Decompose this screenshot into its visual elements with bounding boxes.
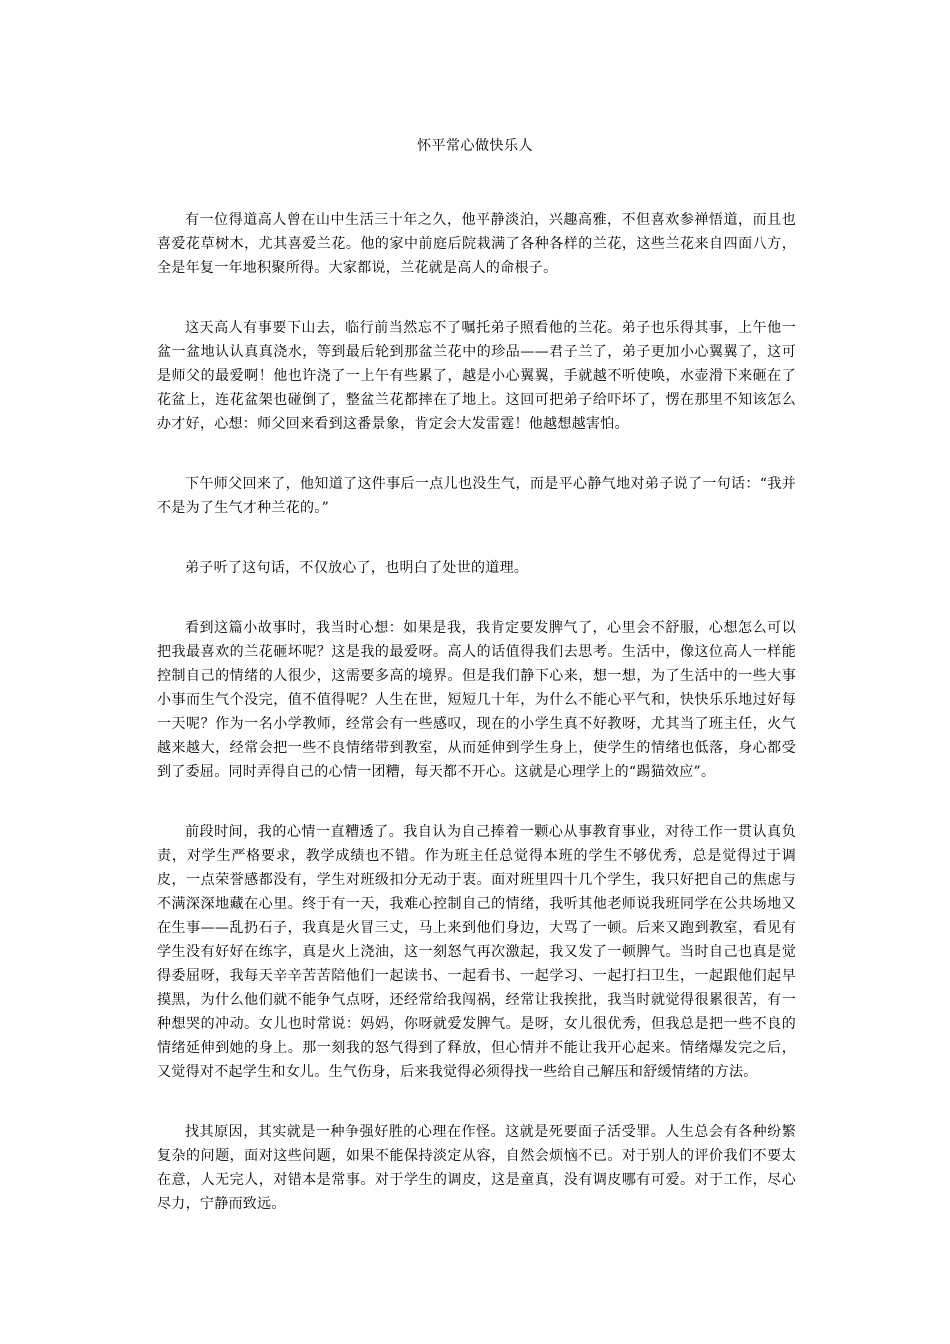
paragraph-6: 前段时间，我的心情一直糟透了。我自认为自己捧着一颗心从事教育事业，对待工作一贯认真负责，对学生严格要求，教学成绩也不错。作为班主任总觉得本班的学生不够优秀，总是觉得过于调皮，一点荣誉感都没有，学生对班级扣分无动于衷。面对班里四十几个学生，我只好把自己的焦虑与不满深深地藏在心里。终于有一天，我难心控制自己的情绪，我听其他老师说我班同学在公共场地又在生事——乱扔石子，我真是火冒三丈，马上来到他们身边，大骂了一顿。后来又跑到教室，看见有学生没有好好在练字，真是火上浇油，这一刻怒气再次激起，我又发了一顿脾气。当时自己也真是觉得委屈呀，我每天辛辛苦苦陪他们一起读书、一起看书、一起学习、一起打扫卫生，一起跟他们起早摸黑，为什么他们就不能争气点呀，还经常给我闯祸，经常让我挨批，我当时就觉得很累很苦，有一种想哭的冲动。女儿也时常说：妈妈，你呀就爱发脾气。是呀，女儿很优秀，但我总是把一些不良的情绪延伸到她的身上。那一刻我的怒气得到了释放，但心情并不能让我开心起来。情绪爆发完之后，又觉得对不起学生和女儿。生气伤身，后来我觉得必须得找一些给自己解压和舒缓情绪的方法。 (157, 824, 796, 1080)
paragraph-1: 有一位得道高人曾在山中生活三十年之久，他平静淡泊，兴趣高雅，不但喜欢参禅悟道，而且也喜爱花草树木，尤其喜爱兰花。他的家中前庭后院栽满了各种各样的兰花，这些兰花来自四面八方，全是年复一年地积聚所得。大家都说，兰花就是高人的命根子。 (157, 212, 796, 276)
document-body (157, 208, 796, 1252)
paragraph-2: 这天高人有事要下山去，临行前当然忘不了嘱托弟子照看他的兰花。弟子也乐得其事，上午他一盆一盆地认认真真浇水，等到最后轮到那盆兰花中的珍品——君子兰了，弟子更加小心翼翼了，这可是师父的最爱啊！他也许浇了一上午有些累了，越是小心翼翼，手就越不听使唤，水壶滑下来砸在了花盆上，连花盆架也碰倒了，整盆兰花都摔在了地上。这回可把弟子给吓坏了，愣在那里不知该怎么办才好，心想：师父回来看到这番景象，肯定会大发雷霆！他越想越害怕。 (157, 320, 796, 432)
paragraph-5: 看到这篇小故事时，我当时心想：如果是我，我肯定要发脾气了，心里会不舒服，心想怎么可以把我最喜欢的兰花砸坏呢？这是我的最爱呀。高人的话值得我们去思考。生活中，像这位高人一样能控制自己的情绪的人很少，这需要多高的境界。但是我们静下心来，想一想，为了生活中的一些大事小事而生气个没完，值不值得呢？人生在世，短短几十年，为什么不能心平气和，快快乐乐地过好每一天呢？作为一名小学教师，经常会有一些感叹，现在的小学生真不好教呀，尤其当了班主任，火气越来越大，经常会把一些不良情绪带到教室，从而延伸到学生身上，使学生的情绪也低落，身心都受到了委屈。同时弄得自己的心情一团糟，每天都不开心。这就是心理学上的“踢猫效应”。 (157, 620, 796, 780)
paragraph-7: 找其原因，其实就是一种争强好胜的心理在作怪。这就是死要面子活受罪。人生总会有各种纷繁复杂的问题，面对这些问题，如果不能保持淡定从容，自然会烦恼不已。对于别人的评价我们不要太在意，人无完人，对错本是常事。对于学生的调皮，这是童真，没有调皮哪有可爱。对于工作，尽心尽力，宁静而致远。 (157, 1124, 796, 1212)
paragraph-4: 弟子听了这句话，不仅放心了，也明白了处世的道理。 (185, 560, 529, 576)
document-title: 怀平常心做快乐人 (417, 138, 533, 154)
paragraph-3: 下午师父回来了，他知道了这件事后一点儿也没生气，而是平心静气地对弟子说了一句话：“我并不是为了生气才种兰花的。” (157, 476, 796, 516)
